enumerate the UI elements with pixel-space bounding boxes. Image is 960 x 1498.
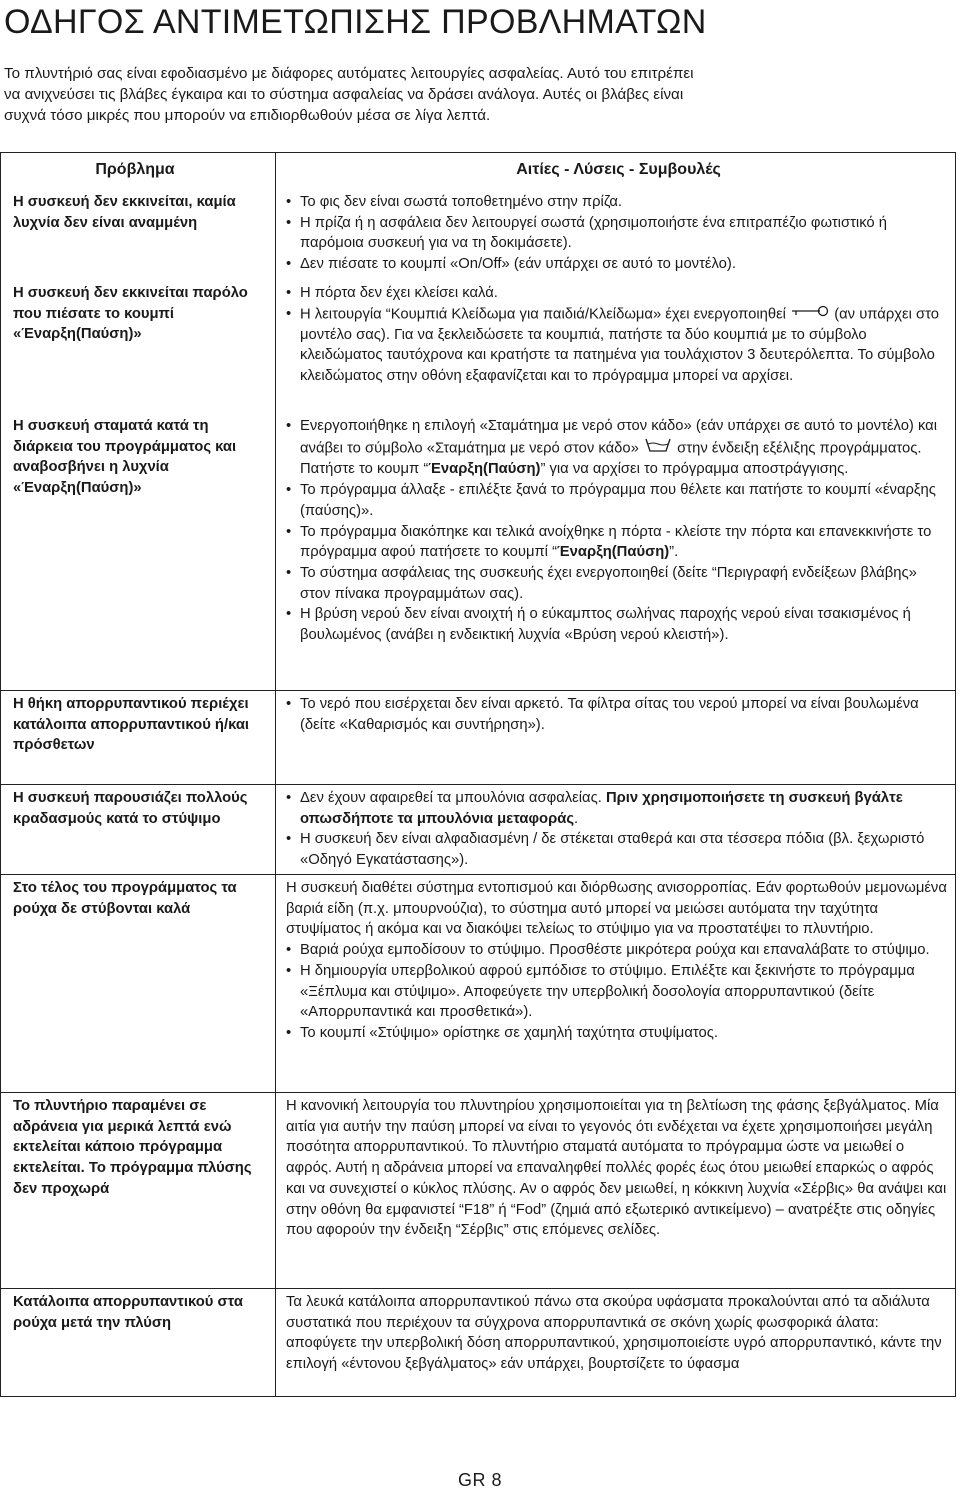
list-item-bold: Πριν χρησιμοποιήσετε τη συσκευή βγάλτε οπωσδήποτε τα μπουλόνια μεταφοράς bbox=[300, 790, 903, 827]
list-item: • Η συσκευή δεν είναι αλφαδιασμένη / δε στέκεται σταθερά και στα τέσσερα πόδια (βλ. ξεχωριστό «Οδηγό Εγκατάστασης»). bbox=[286, 829, 951, 870]
solution-cell bbox=[275, 189, 955, 280]
key-lock-icon bbox=[790, 304, 830, 325]
list-item: • Το νερό που εισέρχεται δεν είναι αρκετό. Τα φίλτρα σίτας του νερού μπορεί να είναι βουλωμένα (δείτε «Καθαρισμός και συντήρηση»). bbox=[286, 694, 951, 735]
list-item bbox=[286, 416, 951, 480]
problem-cell: Η συσκευή παρουσιάζει πολλούς κραδασμούς κατά το στύψιμο bbox=[13, 790, 248, 827]
table-row bbox=[1, 1092, 955, 1288]
table-row bbox=[1, 784, 955, 874]
list-item: • Η πρίζα ή η ασφάλεια δεν λειτουργεί σωστά (χρησιμοποιήστε ένα επιτραπέζιο φωτιστικό ή παρόμοια συσκευή για να τη δοκιμάσετε). bbox=[286, 213, 951, 254]
table-row bbox=[1, 874, 955, 1092]
problem-cell: Το πλυντήριο παραμένει σε αδράνεια για μερικά λεπτά ενώ εκτελείται κάποιο πρόγραμμα εκτελείται. Το πρόγραμμα πλύσης δεν προχωρά bbox=[13, 1098, 252, 1197]
list-item: • Το σύστημα ασφάλειας της συσκευής έχει ενεργοποιηθεί (δείτε “Περιγραφή ενδείξεων βλάβης» στον πίνακα προγραμμάτων σας). bbox=[286, 563, 951, 604]
list-item-text: (αν υπάρχει στο μοντέλο σας). Για να ξεκλειδώσετε τα κουμπιά, πατήστε τα δύο κουμπιά με το σύμβολο κλειδώματος ταυτόχρονα και κρατήστε τα πατημένα για τουλάχιστον 3 δευτερόλεπτα. Το σύμβολο κλειδώματος στην οθόνη εξαφανίζεται και το πρόγραμμα μπορεί να αρχίσει. bbox=[300, 305, 940, 385]
table-row bbox=[1, 189, 955, 280]
list-item-text: Το πρόγραμμα διακόπηκε και τελικά ανοίχθηκε η πόρτα - κλείστε την πόρτα και επανεκκινήστε το πρόγραμμα αφού πατήσετε το κουμπί “ bbox=[300, 523, 932, 561]
page-number: GR 8 bbox=[457, 1470, 502, 1490]
list-item-bold: Έναρξη(Παύση) bbox=[557, 544, 670, 561]
solution-cell bbox=[275, 413, 955, 690]
solution-cell bbox=[275, 1093, 955, 1288]
intro-line: να ανιχνεύσει τις βλάβες έγκαιρα και το σύστημα ασφαλείας να δράσει ανάλογα. Αυτές οι βλάβες είναι bbox=[4, 86, 684, 103]
solution-cell bbox=[275, 691, 955, 784]
problem-cell: Η θήκη απορρυπαντικού περιέχει κατάλοιπα απορρυπαντικού ή/και πρόσθετων bbox=[13, 696, 250, 754]
problem-cell: Η συσκευή σταματά κατά τη διάρκεια του προγράμματος και αναβοσβήνει η λυχνία «Έναρξη(Παύση)» bbox=[13, 418, 237, 497]
intro-paragraph bbox=[4, 63, 954, 126]
solution-cell bbox=[275, 280, 955, 413]
header-problem: Πρόβλημα bbox=[95, 161, 175, 178]
table-header-row bbox=[1, 153, 955, 189]
list-item: • Η πόρτα δεν έχει κλείσει καλά. bbox=[286, 283, 951, 304]
solution-text: Η κανονική λειτουργία του πλυντηρίου χρησιμοποιείται για τη βελτίωση της φάσης ξεβγάλματος. Μία αιτία για αυτήν την παύση μπορεί να είναι το γεγονός ότι ενδέχεται να έχετε χρησιμοποιήσει μεγάλη ποσότητα απορρυπαντικού. Το πλυντήριο σταματά αυτόματα το πρόγραμμα ώστε να μειωθεί ο αφρός. Αυτή η αδράνεια μπορεί να επαναληφθεί πολλές φορές έως ότου μειωθεί επαρκώς ο αφρός και να συνεχιστεί ο κύκλος πλύσης. Αν ο αφρός δεν μειωθεί, η κόκκινη λυχνία «Σέρβις» θα ανάψει και στην οθόνη θα εμφανιστεί “F18” ή “Fod” (ζημιά από εξωτερικό αντικείμενο) – ανατρέξτε στις οδηγίες που αφορούν την ένδειξη “Σέρβις” στις επόμενες σελίδες. bbox=[286, 1098, 947, 1239]
solution-cell bbox=[275, 785, 955, 874]
list-item-text: Η λειτουργία “Κουμπιά Κλείδωμα για παιδιά/Κλείδωμα» έχει ενεργοποιηθεί bbox=[300, 305, 786, 322]
intro-line: Το πλυντήριό σας είναι εφοδιασμένο με διάφορες αυτόματες λειτουργίες ασφαλείας. Αυτό του επιτρέπει bbox=[4, 65, 694, 82]
troubleshooting-table bbox=[0, 152, 956, 1397]
drum-water-icon bbox=[643, 437, 673, 460]
list-item: • Το φις δεν είναι σωστά τοποθετημένο στην πρίζα. bbox=[286, 192, 951, 213]
list-item: • Βαριά ρούχα εμποδίσουν το στύψιμο. Προσθέστε μικρότερα ρούχα και επαναλάβατε το στύψιμο. bbox=[286, 940, 951, 961]
solution-text: Τα λευκά κατάλοιπα απορρυπαντικού πάνω στα σκούρα υφάσματα προκαλούνται από τα αδιάλυτα συστατικά που περιέχουν τα σύγχρονα απορρυπαντικά σε σκόνη χωρίς φωσφορικά άλατα: αποφύγετε την υπερβολική δόση απορρυπαντικού, χρησιμοποιείστε υγρό απορρυπαντικό, κάντε την επιλογή «έντονου ξεβγάλματος» εάν υπάρχει, βουρτσίζετε το ύφασμα bbox=[286, 1294, 942, 1373]
list-item-text: . bbox=[574, 810, 579, 827]
list-item: • Η βρύση νερού δεν είναι ανοιχτή ή ο εύκαμπτος σωλήνας παροχής νερού είναι τσακισμένος ή βουλωμένος (ανάβει η ενδεικτική λυχνία «Βρύση νερού κλειστή»). bbox=[286, 604, 951, 645]
table-row bbox=[1, 1288, 955, 1396]
problem-cell: Κατάλοιπα απορρυπαντικού στα ρούχα μετά την πλύση bbox=[13, 1294, 243, 1331]
list-item-text: Ενεργοποιήθηκε η επιλογή «Σταμάτημα με νερό στον κάδο» (εάν υπάρχει σε αυτό το μοντέλο) και ανάβει το σύμβολο «Σταμάτημα με νερό στον κάδο» bbox=[300, 418, 938, 456]
problem-cell: Η συσκευή δεν εκκινείται παρόλο που πιέσατε το κουμπί «Έναρξη(Παύση)» bbox=[13, 285, 248, 343]
list-item-text: ” για να αρχίσει το πρόγραμμα αποστράγγισης. bbox=[540, 461, 849, 478]
solution-text: Η συσκευή διαθέτει σύστημα εντοπισμού και διόρθωσης ανισορροπίας. Εάν φορτωθούν μεμονωμένα βαριά είδη (π.χ. μπουρνούζια), το σύστημα αυτό μπορεί να μειώσει αυτόματα την ταχύτητα στυψίματος ή ακόμα και να διακόψει τελείως το στύψιμο για να προστατέψει το πλυντήριο. bbox=[286, 880, 947, 938]
page-title: ΟΔΗΓΟΣ ΑΝΤΙΜΕΤΩΠΙΣΗΣ ΠΡΟΒΛΗΜΑΤΩΝ bbox=[4, 3, 707, 41]
solution-cell bbox=[275, 1289, 955, 1396]
problem-cell: Στο τέλος του προγράμματος τα ρούχα δε στύβονται καλά bbox=[13, 880, 237, 917]
list-item: • Το κουμπί «Στύψιμο» ορίστηκε σε χαμηλή ταχύτητα στυψίματος. bbox=[286, 1023, 951, 1044]
list-item bbox=[286, 522, 951, 563]
list-item-bold: Έναρξη(Παύση) bbox=[428, 461, 541, 478]
table-row bbox=[1, 690, 955, 784]
solution-cell bbox=[275, 875, 955, 1092]
header-solutions: Αιτίες - Λύσεις - Συμβουλές bbox=[275, 153, 955, 189]
list-item: • Δεν πιέσατε το κουμπί «On/Off» (εάν υπάρχει σε αυτό το μοντέλο). bbox=[286, 254, 951, 275]
list-item: • Το πρόγραμμα άλλαξε - επιλέξτε ξανά το πρόγραμμα που θέλετε και πατήστε το κουμπί «έναρξης (παύσης)». bbox=[286, 480, 951, 521]
problem-cell: Η συσκευή δεν εκκινείται, καμία λυχνία δεν είναι αναμμένη bbox=[13, 194, 236, 231]
table-row bbox=[1, 280, 955, 413]
list-item-text: στην ένδειξη εξέλιξης προγράμματος. Πατήστε το κουμπ “ bbox=[300, 439, 922, 478]
intro-line: συχνά τόσο μικρές που μπορούν να επιδιορθωθούν μέσα σε λίγα λεπτά. bbox=[4, 107, 491, 124]
list-item bbox=[286, 788, 951, 829]
list-item-text: Δεν έχουν αφαιρεθεί τα μπουλόνια ασφαλείας. bbox=[300, 790, 606, 806]
table-row bbox=[1, 413, 955, 690]
list-item-text: ”. bbox=[669, 544, 679, 561]
list-item: • Η δημιουργία υπερβολικού αφρού εμπόδισε το στύψιμο. Επιλέξτε και ξεκινήστε το πρόγραμμα «Ξέπλυμα και στύψιμο». Αποφεύγετε την υπερβολική δοσολογία απορρυπαντικού (δείτε «Απορρυπαντικά και προσθετικά»). bbox=[286, 961, 951, 1023]
list-item bbox=[286, 304, 951, 387]
